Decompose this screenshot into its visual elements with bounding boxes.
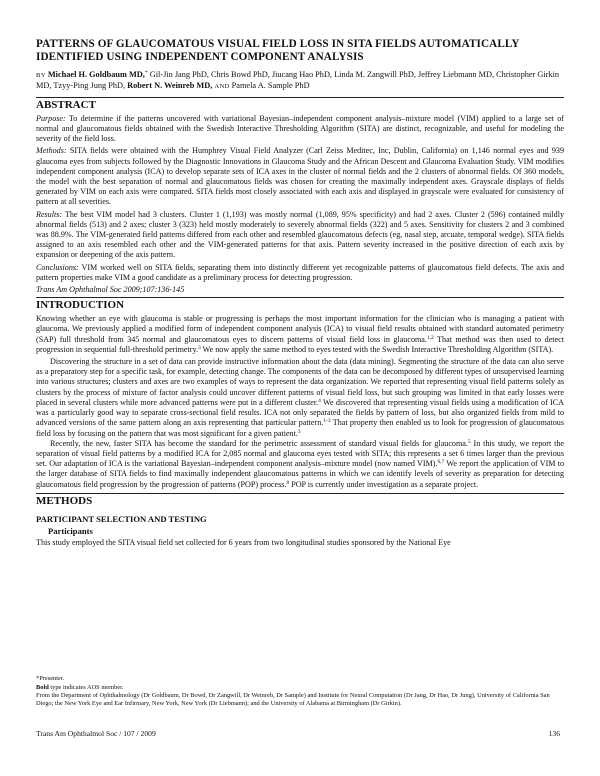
by-label: BY [36, 72, 46, 79]
ref-superscript: 4 [318, 397, 321, 404]
results-label: Results: [36, 209, 63, 219]
ref-superscript: 8 [286, 479, 290, 486]
abstract-results [36, 210, 564, 261]
and-label: AND [214, 83, 230, 91]
page-number: 136 [548, 729, 560, 738]
conclusions-label: Conclusions: [36, 262, 79, 272]
methods-subsubheading: Participants [48, 525, 93, 536]
text-run: We now apply the same method to eyes tested with the Swedish Interactive Thresholding Algorithm (SITA). [200, 344, 554, 354]
text-run: Knowing whether an eye with glaucoma is stable or progressing is perhaps the most important information for the clinician who is managing a patient with glaucoma. We previously applied a modified form of independent component analysis (ICA) to visual field results obtained with standard automated perimetry (SAP) full threshold from 345 normal and glaucomatous eyes to discern patterns of visual field loss in glaucoma. [36, 314, 564, 344]
journal-citation: Trans Am Ophthalmol Soc 2009;107:136-145 [36, 285, 185, 295]
abstract-conclusions [36, 263, 564, 283]
ref-superscript: 5 [467, 438, 471, 445]
text-run: In this study, we report the separation of visual field patterns by a modified ICA for 2,085 normal and glaucoma eyes tested with SITA; this represents a set 6 times larger than the previous set. Our adaptation of ICA is the variational Bayesian–independent component analysis–mixture model (now named VIM). [36, 438, 564, 469]
intro-paragraph-1 [36, 314, 564, 355]
intro-paragraph-2 [36, 357, 564, 439]
conclusions-text: VIM worked well on SITA fields, separating them into distinctly different yet recognizable patterns of glaucomatous field defects. The axis and pattern properties make VIM a good candidate as a preliminary process for detecting progression. [36, 262, 564, 282]
footnote-affiliations: From the Department of Ophthalmology (Dr Goldbaum, Dr Bowd, Dr Zangwill, Dr Weinreb, Dr Sample) and Institute for Neural Computation (Dr Jang, Dr Hao, Dr Jung), University of California San Diego; the New York Eye and Ear Infirmary, New York, New York (Dr Liebmann); and the University of Alabama at Birmingham (Dr Girkin). [36, 692, 550, 708]
text-run: POP is currently under investigation as a separate project. [289, 479, 479, 489]
text-run: type indicates AOS member. [48, 683, 124, 691]
intro-paragraph-3 [36, 439, 564, 490]
purpose-label: Purpose: [36, 113, 66, 123]
author-sample: Pamela A. Sample PhD [229, 81, 310, 91]
bold-word: Bold [36, 683, 49, 691]
purpose-text: To determine if the patterns uncovered with variational Bayesian–independent component analysis–mixture model (VIM) applied to a large set of normal and glaucomatous fields obtained with the Swedish Interactive Thresholding Algorithm (SITA) are distinct, recognizable, and useful for modeling the severity of the field loss. [36, 113, 564, 144]
footnotes [36, 675, 556, 709]
text-run: That property then enabled us to look for progression of glaucomatous field loss by focusing on the pattern that was most significant for a given patient. [36, 418, 564, 438]
section-rule [36, 297, 564, 298]
methods-text: SITA fields were obtained with the Humphrey Visual Field Analyzer (Carl Zeiss Meditec, Inc, Dublin, California) on 1,146 normal eyes and 939 glaucoma eyes from subjects followed by the Diagnostic Innovations in Glaucoma Study and the African Descent and Glaucoma Evaluation Study. VIM modifies independent component analysis (ICA) to develop separate sets of ICA axes in the cluster of normal fields and the 2 clusters of abnormal fields. Of 360 models, the model with the best separation of normal and glaucomatous fields was chosen for creating the maximally independent axes. Grayscale displays of fields generated by VIM on each axis were compared. SITA fields most closely associated with each axis and displayed in grayscale were evaluated for consistency of pattern at all severities. [36, 146, 564, 207]
text-run: Recently, the new, faster SITA has become the standard for the perimetric assessment of standard visual fields for glaucoma. [50, 438, 468, 448]
ref-superscript: 3 [297, 428, 301, 435]
methods-subheading: PARTICIPANT SELECTION AND TESTING [36, 513, 207, 524]
author-weinreb: Robert N. Weinreb MD, [127, 81, 213, 91]
footnote-presenter: *Presenter. [36, 675, 65, 682]
section-rule [36, 493, 564, 494]
methods-paragraph-1: This study employed the SITA visual field set collected for 6 years from two longitudinal studies sponsored by the National Eye [36, 537, 451, 547]
author-goldbaum: Michael H. Goldbaum MD, [47, 70, 145, 79]
methods-heading: METHODS [36, 494, 93, 507]
abstract-purpose [36, 114, 564, 145]
ref-superscript: 1-3 [323, 418, 331, 425]
footnote-bold [36, 684, 556, 692]
text-run: Discovering the structure in a set of data can provide instructive information about the data (data mining). Segmenting the structure of the data can also serve as a preparatory step for a specific task, for example, detecting change. The components of the data can be decomposed by different types of unsupervised learning into various structures; clusters and axes are two examples of ways to represent the data organization. We reported that representing visual field patterns solely as clusters by the process of mixture of factor analysis could uncover different patterns of visual field loss, but such grouping was limited in that early losses were placed in several clusters while more advanced patterns were put in a different cluster. [36, 357, 564, 407]
introduction-heading: INTRODUCTION [36, 299, 125, 312]
paper-title: PATTERNS OF GLAUCOMATOUS VISUAL FIELD LOSS IN SITA FIELDS AUTOMATICALLY IDENTIFIED USING INDEPENDENT COMPONENT ANALYSIS [36, 38, 520, 63]
author-list [36, 70, 564, 93]
ref-superscript: 1,2 [426, 334, 434, 341]
methods-label: Methods: [36, 146, 67, 156]
ref-superscript: 6,7 [437, 459, 445, 466]
presenter-mark: * [144, 70, 148, 76]
footer-journal: Trans Am Ophthalmol Soc / 107 / 2009 [36, 729, 156, 738]
section-rule [36, 97, 564, 98]
abstract-methods [36, 146, 564, 207]
author-group: Gil-Jin Jang PhD, Chris Bowd PhD, Jiucang Hao PhD, Linda M. Zangwill PhD, Jeffrey Liebmann MD, Christopher Girkin MD, Tzyy-Ping Jung PhD, [36, 70, 560, 91]
text-run: We report the application of VIM to the larger database of SITA fields to find maximally independent glaucomatous patterns in which we can identify levels of severity as preparation for detecting glaucomatous field progression by the progression of patterns (POP) process. [36, 459, 564, 489]
text-run: We discovered that representing visual fields using a modification of ICA was a particularly good way to separate cross-sectional field results. ICA not only separated the fields by pattern of loss, but also organized fields from mild to advanced versions of the same pattern along an axis representing that particular pattern. [36, 397, 564, 428]
ref-superscript: 3 [198, 344, 201, 351]
results-text: The best VIM model had 3 clusters. Cluster 1 (1,193) was mostly normal (1,089, 95% specificity) and had 2 axes. Cluster 2 (596) contained mildly abnormal fields (513) and 2 axes; cluster 3 (323) held mostly moderately to severely abnormal fields (322) and 5 axes. Sensitivity for clusters 2 and 3 combined was 88.9%. The VIM-generated field patterns differed from each other and resembled glaucomatous defects (eg, nasal step, arcuate, temporal wedge). SITA fields assigned to an axis resembled each other and the VIM-generated patterns for that axis. Pattern severity increased in the positive direction of each axis by expansion or deepening of the axis pattern. [36, 209, 564, 260]
abstract-heading: ABSTRACT [36, 98, 96, 111]
page-body [36, 38, 564, 550]
text-run: That method was then used to detect progression in sequential full-threshold perimetry. [36, 334, 564, 354]
